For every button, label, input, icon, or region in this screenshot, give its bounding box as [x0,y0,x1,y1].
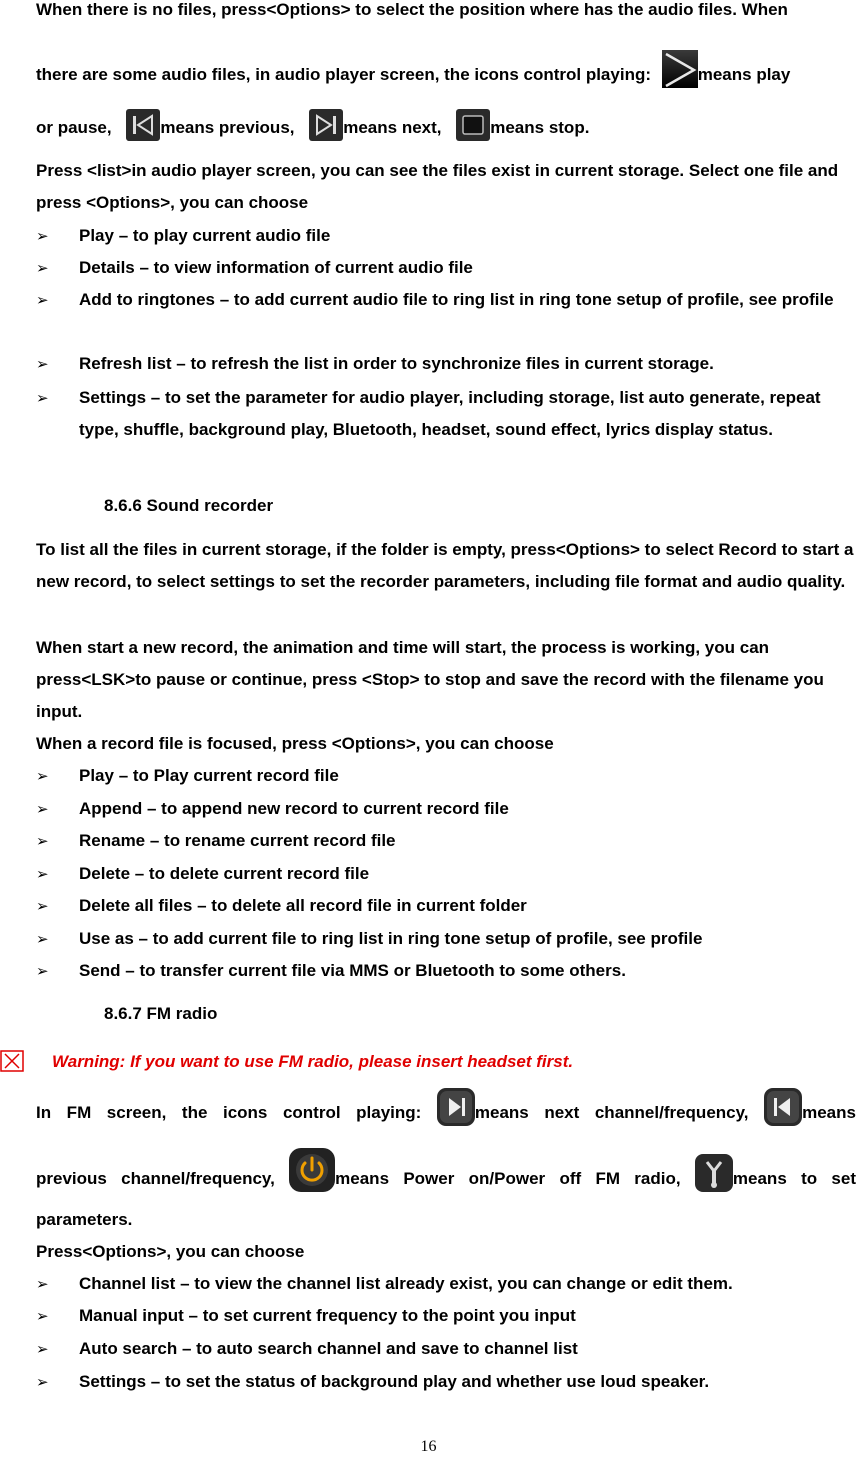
bullet-arrow-icon: ➢ [36,1275,49,1293]
stop-icon [456,109,490,141]
fm-line2-text: previous channel/frequency, [36,1169,275,1188]
next-channel-icon [437,1088,475,1126]
fm-radio-heading: 8.6.7 FM radio [104,1004,218,1023]
audio-pause-text: or pause, [36,118,112,137]
fm-warning-text: Warning: If you want to use FM radio, please insert headset first. [52,1052,574,1071]
previous-icon [126,109,160,141]
bullet-arrow-icon: ➢ [36,897,49,915]
recorder-para1: To list all the files in current storage, if the folder is empty, press<Options> to select Record to start a new record, to select settings to set the recorder parameters, including file format and audio quality. [36,540,854,591]
fm-options-intro: Press<Options>, you can choose [36,1242,305,1261]
warning-cross-icon [0,1050,24,1072]
bullet-arrow-icon: ➢ [36,355,49,373]
bullet-arrow-icon: ➢ [36,227,49,245]
bullet-arrow-icon: ➢ [36,389,49,407]
fm-power-text: means Power on/Power off FM radio, [335,1169,681,1188]
bullet-arrow-icon: ➢ [36,1373,49,1391]
audio-stop-text: means stop. [490,118,590,137]
fm-settings-text: means to set [732,1169,856,1188]
recorder-para3: When a record file is focused, press <Options>, you can choose [36,734,554,753]
previous-channel-icon [764,1088,802,1126]
audio-previous-text: means previous, [160,118,295,137]
bullet-arrow-icon: ➢ [36,291,49,309]
next-icon [309,109,343,141]
fm-line1-text: In FM screen, the icons control playing: [36,1103,422,1122]
page-number: 16 [420,1438,437,1455]
audio-intro-line3 [36,108,856,148]
bullet-arrow-icon: ➢ [36,767,49,785]
recorder-para2: When start a new record, the animation and time will start, the process is working, you can press<LSK>to pause or continue, press <Stop> to stop and save the record with the filename you input. [36,638,824,721]
audio-intro-line1: When there is no files, press<Options> to select the position where has the audio files. When [36,0,788,19]
fm-controls-line3: parameters. [36,1210,133,1229]
fm-means-text: means [802,1103,856,1122]
settings-tools-icon [695,1154,733,1192]
power-icon [289,1148,335,1192]
bullet-arrow-icon: ➢ [36,1340,49,1358]
audio-list-intro: Press <list>in audio player screen, you can see the files exist in current storage. Select one file and press <Options>, you can choose [36,161,839,212]
fm-controls-line1 [36,1088,856,1128]
bullet-arrow-icon: ➢ [36,800,49,818]
bullet-arrow-icon: ➢ [36,1307,49,1325]
bullet-arrow-icon: ➢ [36,832,49,850]
bullet-arrow-icon: ➢ [36,865,49,883]
document-page: When there is no files, press<Options> to select the position where has the audio files. When there are some audio files, in audio player screen, the icons control playing: means play or pause, means previous, means next, means stop. Press <list>in audio player screen, you can see the files exist in current storage. Select one file and press <Options>, you can choose ➢ Play – to play current audio file ➢ Details – to view information of current audio file ➢ Add to ringtones – to add current audio file to ring list in ring tone setup of profile, see profile ➢ Refresh list – to refresh the list in order to synchronize files in current storage. ➢ Settings – to set the parameter for audio player, including storage, list auto generate, repeat type, shuffle, background play, Bluetooth, headset, sound effect, lyrics display status. 8.6.6 Sound recorder To list all the files in current storage, if the folder is empty, press<Options> to select Record to start a new record, to select settings to set the recorder parameters, including file format and audio quality. When start a new record, the animation and time will start, the process is working, you can press<LSK>to pause or continue, press <Stop> to stop and save the record with the filename you input. When a record file is focused, press <Options>, you can choose ➢ Play – to Play current record file ➢ Append – to append new record to current record file ➢ Rename – to rename current record file ➢ Delete – to delete current record file ➢ Delete all files – to delete all record file in current folder ➢ Use as – to add current file to ring list in ring tone setup of profile, see profile ➢ Send – to transfer current file via MMS or Bluetooth to some others. 8.6.7 FM radio Warning: If you want to use FM radio, please insert headset first. In FM screen, the icons control playing: means next channel/frequency, means previous channel/frequency, means Power on/Power off FM radio, means to set parameters. Press<Options>, you can choose ➢ Channel list – to view the channel list already exist, you can change or edit them. ➢ Manual input – to set current frequency to the point you input ➢ Auto search – to auto search channel and save to channel list ➢ Settings – to set the status of background play and whether use loud speaker. 16 [0,0,857,1459]
audio-intro-line2-text: there are some audio files, in audio player screen, the icons control playing: [36,65,651,84]
fm-controls-line2 [36,1148,856,1192]
audio-next-text: means next, [343,118,442,137]
bullet-arrow-icon: ➢ [36,930,49,948]
audio-intro-line2-tail: means play [697,65,791,84]
bullet-arrow-icon: ➢ [36,259,49,277]
fm-next-text: means next channel/frequency, [474,1103,749,1122]
sound-recorder-heading: 8.6.6 Sound recorder [104,496,274,515]
bullet-arrow-icon: ➢ [36,962,49,980]
play-pause-icon [662,50,698,88]
audio-intro-line2 [36,50,856,90]
